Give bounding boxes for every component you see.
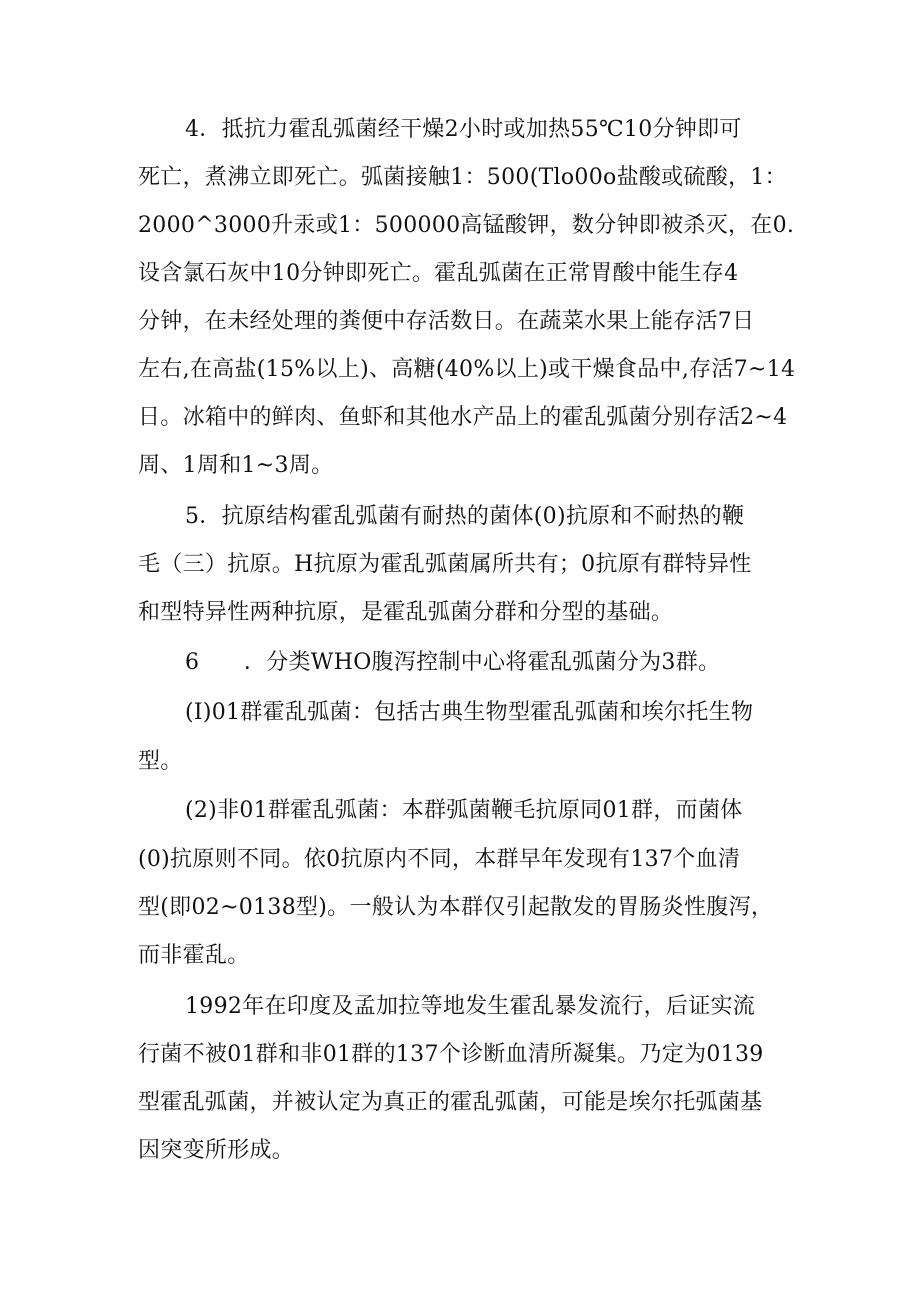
paragraph-line: 分钟，在未经处理的粪便中存活数日。在蔬菜水果上能存活7日: [138, 309, 755, 334]
paragraph-line: 和型特异性两种抗原，是霍乱弧菌分群和分型的基础。: [138, 600, 674, 625]
paragraph-line: 周、1周和1~3周。: [138, 453, 334, 478]
paragraph-line: 型。: [138, 749, 183, 774]
paragraph-line: 死亡，煮沸立即死亡。弧菌接触1：500(Tlo00o盐酸或硫酸，1：: [138, 165, 787, 190]
paragraph-line: (I)01群霍乱弧菌：包括古典生物型霍乱弧菌和埃尔托生物: [185, 700, 754, 725]
paragraph-line: (0)抗原则不同。依0抗原内不同，本群早年发现有137个血清: [138, 847, 741, 872]
paragraph-line: 左右,在高盐(15%以上)、高糖(40%以上)或干燥食品中,存活7~14: [138, 357, 796, 382]
paragraph-line: (2)非01群霍乱弧菌：本群弧菌鞭毛抗原同01群，而菌体: [185, 798, 743, 823]
paragraph-line: 行菌不被01群和非01群的137个诊断血清所凝集。乃定为0139: [138, 1042, 764, 1067]
paragraph-line: 型(即02~0138型)。一般认为本群仅引起散发的胃肠炎性腹泻，: [138, 895, 774, 920]
paragraph-line: 因突变所形成。: [138, 1138, 295, 1163]
paragraph-line: 毛（三）抗原。H抗原为霍乱弧菌属所共有；0抗原有群特异性: [138, 552, 752, 577]
paragraph-line: 日。冰箱中的鲜肉、鱼虾和其他水产品上的霍乱弧菌分别存活2~4: [138, 405, 788, 430]
paragraph-line: 6 ．分类WHO腹泻控制中心将霍乱弧菌分为3群。: [185, 650, 721, 675]
paragraph-line: 4．抵抗力霍乱弧菌经干燥2小时或加热55℃10分钟即可: [185, 117, 742, 142]
paragraph-line: 型霍乱弧菌，并被认定为真正的霍乱弧菌，可能是埃尔托弧菌基: [138, 1090, 763, 1115]
paragraph-line: 2000^3000升汞或1：500000高锰酸钾，数分钟即被杀灭，在0.: [138, 213, 795, 238]
paragraph-line: 1992年在印度及孟加拉等地发生霍乱暴发流行，后证实流: [185, 994, 756, 1019]
paragraph-line: 5．抗原结构霍乱弧菌有耐热的菌体(0)抗原和不耐热的鞭: [185, 504, 745, 529]
paragraph-line: 设含氯石灰中10分钟即死亡。霍乱弧菌在正常胃酸中能生存4: [138, 261, 739, 286]
paragraph-line: 而非霍乱。: [138, 943, 250, 968]
